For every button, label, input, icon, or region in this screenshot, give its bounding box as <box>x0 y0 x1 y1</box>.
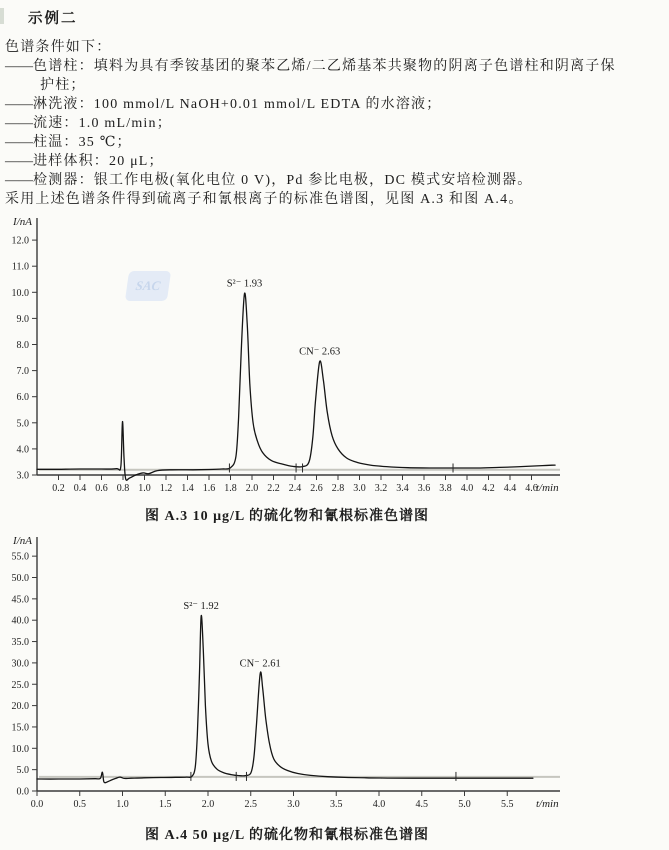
chromatogram-trace <box>37 615 533 782</box>
x-tick-label: 3.4 <box>396 483 409 494</box>
condition-item <box>5 57 630 95</box>
condition-item <box>5 171 630 190</box>
x-tick-label: 3.2 <box>374 483 388 494</box>
peak-label: CN⁻ 2.63 <box>299 346 341 358</box>
y-tick-label: 5.0 <box>16 418 29 430</box>
condition-text: 进样体积：20 μL； <box>33 154 164 169</box>
y-tick-label: 20.0 <box>11 701 29 713</box>
x-tick-label: 3.0 <box>287 799 300 810</box>
conditions-block <box>5 38 630 209</box>
page-title: 示例二 <box>28 11 78 27</box>
y-tick-label: 15.0 <box>11 722 29 734</box>
list-dash: —— <box>5 59 33 74</box>
x-tick-label: 0.6 <box>95 483 108 494</box>
scan-edge-artifact <box>0 8 4 24</box>
x-tick-label: 3.0 <box>353 483 366 494</box>
x-tick-label: 2.2 <box>267 483 280 494</box>
list-dash: —— <box>5 97 33 112</box>
list-dash: —— <box>5 116 33 131</box>
y-axis-label: I/nA <box>13 216 32 228</box>
condition-item <box>5 95 630 114</box>
condition-item <box>5 133 630 152</box>
x-tick-label: 2.0 <box>201 799 215 810</box>
x-axis-label: t/min <box>536 798 559 810</box>
x-tick-label: 1.0 <box>138 483 151 494</box>
list-dash: —— <box>5 154 33 169</box>
y-tick-label: 55.0 <box>11 551 29 563</box>
x-tick-label: 5.0 <box>458 799 471 810</box>
x-tick-label: 2.5 <box>244 799 257 810</box>
x-tick-label: 3.5 <box>330 799 343 810</box>
figure-a4-caption: 图 A.4 50 μg/L 的硫化物和氰根标准色谱图 <box>144 828 429 843</box>
y-tick-label: 4.0 <box>16 444 29 456</box>
y-tick-label: 35.0 <box>11 637 29 649</box>
x-tick-label: 5.5 <box>501 799 514 810</box>
peak-labels <box>227 279 341 358</box>
x-tick-label: 4.2 <box>482 483 495 494</box>
intro-line: 色谱条件如下： <box>5 40 112 55</box>
chromatogram-figure-a3 <box>0 215 669 500</box>
x-tick-label: 3.6 <box>417 483 431 494</box>
y-ticks <box>12 236 38 482</box>
y-tick-label: 25.0 <box>11 679 29 691</box>
condition-text: 检测器：银工作电极(氧化电位 0 V)，Pd 参比电极，DC 模式安培检测器。 <box>33 173 533 188</box>
y-tick-label: 40.0 <box>11 615 29 627</box>
closing-line: 采用上述色谱条件得到硫离子和氰根离子的标准色谱图，见图 A.3 和图 A.4。 <box>5 192 524 207</box>
conditions-list <box>5 57 630 190</box>
figure-a3-caption: 图 A.3 10 μg/L 的硫化物和氰根标准色谱图 <box>144 509 429 524</box>
list-dash: —— <box>5 173 33 188</box>
condition-item <box>5 114 630 133</box>
x-tick-label: 0.0 <box>30 799 44 810</box>
x-tick-label: 1.2 <box>159 483 173 494</box>
condition-text: 色谱柱：填料为具有季铵基团的聚苯乙烯/二乙烯基苯共聚物的阴离子色谱柱和阴离子保护柱； <box>33 59 616 93</box>
x-axis-label: t/min <box>536 482 559 494</box>
list-dash: —— <box>5 135 33 150</box>
y-tick-label: 0.0 <box>16 786 29 798</box>
chromatogram-figure-a4 <box>0 530 669 815</box>
condition-item <box>5 152 630 171</box>
x-tick-label: 2.4 <box>288 483 302 494</box>
y-tick-label: 3.0 <box>16 470 29 482</box>
y-tick-label: 10.0 <box>11 287 29 299</box>
x-tick-label: 1.0 <box>116 799 129 810</box>
x-tick-label: 2.8 <box>331 483 345 494</box>
x-tick-label: 4.4 <box>503 483 517 494</box>
axes <box>37 537 560 791</box>
peak-label: CN⁻ 2.61 <box>239 658 281 670</box>
y-ticks <box>12 552 38 798</box>
x-tick-label: 1.4 <box>181 483 194 494</box>
condition-text: 流速：1.0 mL/min； <box>33 116 172 131</box>
y-tick-label: 11.0 <box>11 261 29 273</box>
y-tick-label: 6.0 <box>16 392 29 404</box>
x-tick-label: 0.5 <box>73 799 86 810</box>
y-tick-label: 30.0 <box>11 658 29 670</box>
chromatogram-trace <box>37 293 555 480</box>
x-tick-label: 0.2 <box>52 483 65 494</box>
x-tick-label: 0.8 <box>116 483 130 494</box>
x-tick-label: 2.0 <box>245 483 259 494</box>
x-ticks <box>31 791 514 810</box>
y-tick-label: 50.0 <box>11 573 29 584</box>
condition-text: 柱温：35 ℃； <box>33 135 132 150</box>
y-tick-label: 12.0 <box>11 235 29 247</box>
y-tick-label: 7.0 <box>16 366 29 378</box>
y-axis-label: I/nA <box>13 535 32 547</box>
x-tick-label: 0.4 <box>73 483 87 494</box>
sac-watermark-text: SAC <box>134 278 162 293</box>
x-tick-label: 1.6 <box>202 483 216 494</box>
x-tick-label: 1.8 <box>224 483 237 494</box>
x-tick-label: 4.6 <box>525 483 538 494</box>
x-tick-label: 4.0 <box>460 483 474 494</box>
x-tick-label: 4.5 <box>415 799 428 810</box>
x-tick-label: 1.5 <box>159 799 172 810</box>
peak-label: S²⁻ 1.93 <box>226 278 263 290</box>
peak-label: S²⁻ 1.92 <box>183 600 219 612</box>
y-tick-label: 10.0 <box>11 743 29 755</box>
x-tick-label: 4.0 <box>372 799 386 810</box>
y-tick-label: 5.0 <box>16 765 29 777</box>
x-tick-label: 3.8 <box>439 483 452 494</box>
condition-text: 淋洗液：100 mmol/L NaOH+0.01 mmol/L EDTA 的水溶液； <box>33 97 442 112</box>
y-tick-label: 8.0 <box>16 340 29 351</box>
peak-labels <box>183 601 280 670</box>
x-tick-label: 2.6 <box>310 483 323 494</box>
y-tick-label: 9.0 <box>16 313 29 325</box>
y-tick-label: 45.0 <box>11 594 29 606</box>
